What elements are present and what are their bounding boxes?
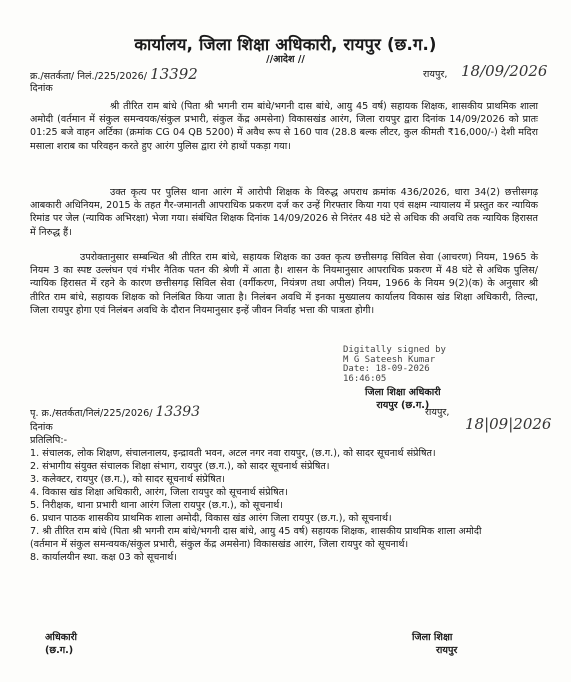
reference-prefix: क्र./सतर्कता/ निलं./225/2026/ bbox=[30, 71, 147, 82]
copy-recipient-item: 7. श्री तीरित राम बांधे (पिता श्री भगनी राम बांधे/भगनी दास बांधे, आयु 45 वर्ष) सहायक शिक्षक, शासकीय प्राथमिक शाला अमोदी (वर्तमान में संकुल समन्वयक/संकुल प्रभारी, संकुल केंद्र अमसेना) विकासखंड आरंग, जिला रायपुर को सूचनार्थ। bbox=[30, 526, 482, 550]
handwritten-date: 18/09/2026 bbox=[461, 62, 548, 80]
footer-right-designation: जिला शिक्षा bbox=[412, 632, 453, 643]
copy-recipient-item: 3. कलेक्टर, रायपुर (छ.ग.), को सादर सूचनार्थ संप्रेषित। bbox=[30, 474, 225, 485]
copy-recipient-item: 5. निरीक्षक, थाना प्रभारी थाना आरंग जिला रायपुर (छ.ग.), को सूचनार्थ। bbox=[30, 500, 283, 511]
office-title: कार्यालय, जिला शिक्षा अधिकारी, रायपुर (छ.ग.) bbox=[134, 35, 437, 54]
copy-recipient-item: 1. संचालक, लोक शिक्षण, संचालनालय, इन्द्रावती भवन, अटल नगर नवा रायपुर, (छ.ग.), को सादर सूचनार्थ संप्रेषित। bbox=[30, 448, 436, 459]
digital-signature-line: Digitally signed by bbox=[343, 345, 446, 355]
digital-signature bbox=[343, 346, 446, 384]
order-paragraph-1: श्री तीरित राम बांधे (पिता श्री भगनी राम बांधे/भगनी दास बांधे, आयु 45 वर्ष) सहायक शिक्षक, शासकीय प्राथमिक शाला अमोदी (वर्तमान में संकुल समन्वयक/संकुल प्रभारी, संकुल केंद्र अमसेना) विकासखंड आरंग, जिला रायपुर द्वारा दिनांक 14/09/2026 को प्रातः 01:25 बजे वाहन अर्टिका (क्रमांक CG 04 QB 5200) में अवैध रूप से 160 पाव (28.8 बल्क लीटर, कुल कीमती ₹16,000/-) देशी मदिरा मसाला शराब का परिवहन करते हुए आरंग पुलिस द्वारा रंगे हाथों पकड़ा गया। bbox=[30, 101, 538, 152]
reference-number bbox=[30, 65, 198, 83]
footer-left-signatory bbox=[45, 631, 77, 657]
copy-recipient-item: 2. संभागीय संयुक्त संचालक शिक्षा संभाग, रायपुर (छ.ग.), को सादर सूचनार्थ संप्रेषित। bbox=[30, 461, 330, 472]
copy-recipient-list bbox=[30, 447, 482, 564]
digital-signature-line: M G Sateesh Kumar bbox=[343, 354, 436, 365]
footer-left-designation: अधिकारी bbox=[45, 632, 77, 643]
footer-right-location: रायपुर bbox=[436, 645, 458, 656]
footer-right-signatory bbox=[412, 631, 457, 657]
copy-handwritten-date: 18|09|2026 bbox=[465, 415, 552, 433]
copy-reference-handwritten-number: 13393 bbox=[155, 404, 201, 420]
reference-handwritten-number: 13392 bbox=[150, 65, 198, 83]
date-label: दिनांक bbox=[30, 83, 53, 94]
signatory-designation: जिला शिक्षा अधिकारी bbox=[365, 387, 441, 398]
order-heading: //आदेश // bbox=[266, 54, 305, 65]
copy-recipient-item: 6. प्रधान पाठक शासकीय प्राथमिक शाला अमोदी, विकास खंड आरंग जिला रायपुर (छ.ग.), को सूचनार्थ। bbox=[30, 513, 392, 524]
copy-recipient-item: 8. कार्यालयीन स्था. कक्ष 03 को सूचनार्थ। bbox=[30, 552, 177, 563]
order-paragraph-3: उपरोक्तानुसार सम्बन्धित श्री तीरित राम बांधे, सहायक शिक्षक का उक्त कृत्य छत्तीसगढ़ सिविल सेवा (आचरण) नियम, 1965 के नियम 3 का स्पष्ट उल्लंघन एवं गंभीर नैतिक पतन की श्रेणी में आता है। शासन के नियमानुसार आपराधिक प्रकरण में 48 घंटे से अधिक पुलिस/न्यायिक हिरासत में रहने के कारण छत्तीसगढ़ सिविल सेवा (वर्गीकरण, नियंत्रण तथा अपील) नियम, 1966 के नियम 9(2)(क) के अनुसार श्री तीरित राम बांधे, सहायक शिक्षक को निलंबित किया जाता है। निलंबन अवधि में इनका मुख्यालय कार्यालय विकास खंड शिक्षा अधिकारी, तिल्दा, जिला रायपुर होगा एवं निलंबन अवधि के दौरान नियमानुसार इन्हें जीवन निर्वाह भत्ता की पात्रता होगी। bbox=[30, 252, 538, 316]
digital-signature-line: Date: 18-09-2026 bbox=[343, 364, 430, 374]
copy-to-label: प्रतिलिपि:- bbox=[30, 435, 68, 446]
footer-left-location: (छ.ग.) bbox=[45, 645, 74, 656]
copy-date-label: दिनांक bbox=[30, 422, 53, 433]
signatory-location: रायपुर (छ.ग.) bbox=[376, 400, 430, 411]
order-paragraph-2: उक्त कृत्य पर पुलिस थाना आरंग में आरोपी शिक्षक के विरुद्ध अपराध क्रमांक 436/2026, धारा 34(2) छत्तीसगढ़ आबकारी अधिनियम, 2015 के तहत गैर-जमानती आपराधिक प्रकरण दर्ज कर उन्हें गिरफ्तार किया गया एवं सक्षम न्यायालय में प्रस्तुत कर न्यायिक रिमांड पर जेल (न्यायिक अभिरक्षा) भेजा गया। संबंधित शिक्षक दिनांक 14/09/2026 से निरंतर 48 घंटे से अधिक की अवधि तक न्यायिक हिरासत में निरुद्ध हैं। bbox=[30, 187, 538, 238]
digital-signature-line: 16:46:05 bbox=[343, 373, 387, 384]
place-date-label: रायपुर, bbox=[423, 69, 448, 80]
copy-recipient-item: 4. विकास खंड शिक्षा अधिकारी, आरंग, जिला रायपुर को सूचनार्थ संप्रेषित। bbox=[30, 487, 288, 498]
copy-place-date-label: रायपुर, bbox=[425, 407, 450, 418]
copy-reference-prefix: पृ. क्र./सतर्कता/निलं/225/2026/ bbox=[30, 408, 153, 419]
copy-reference-number bbox=[30, 406, 200, 420]
